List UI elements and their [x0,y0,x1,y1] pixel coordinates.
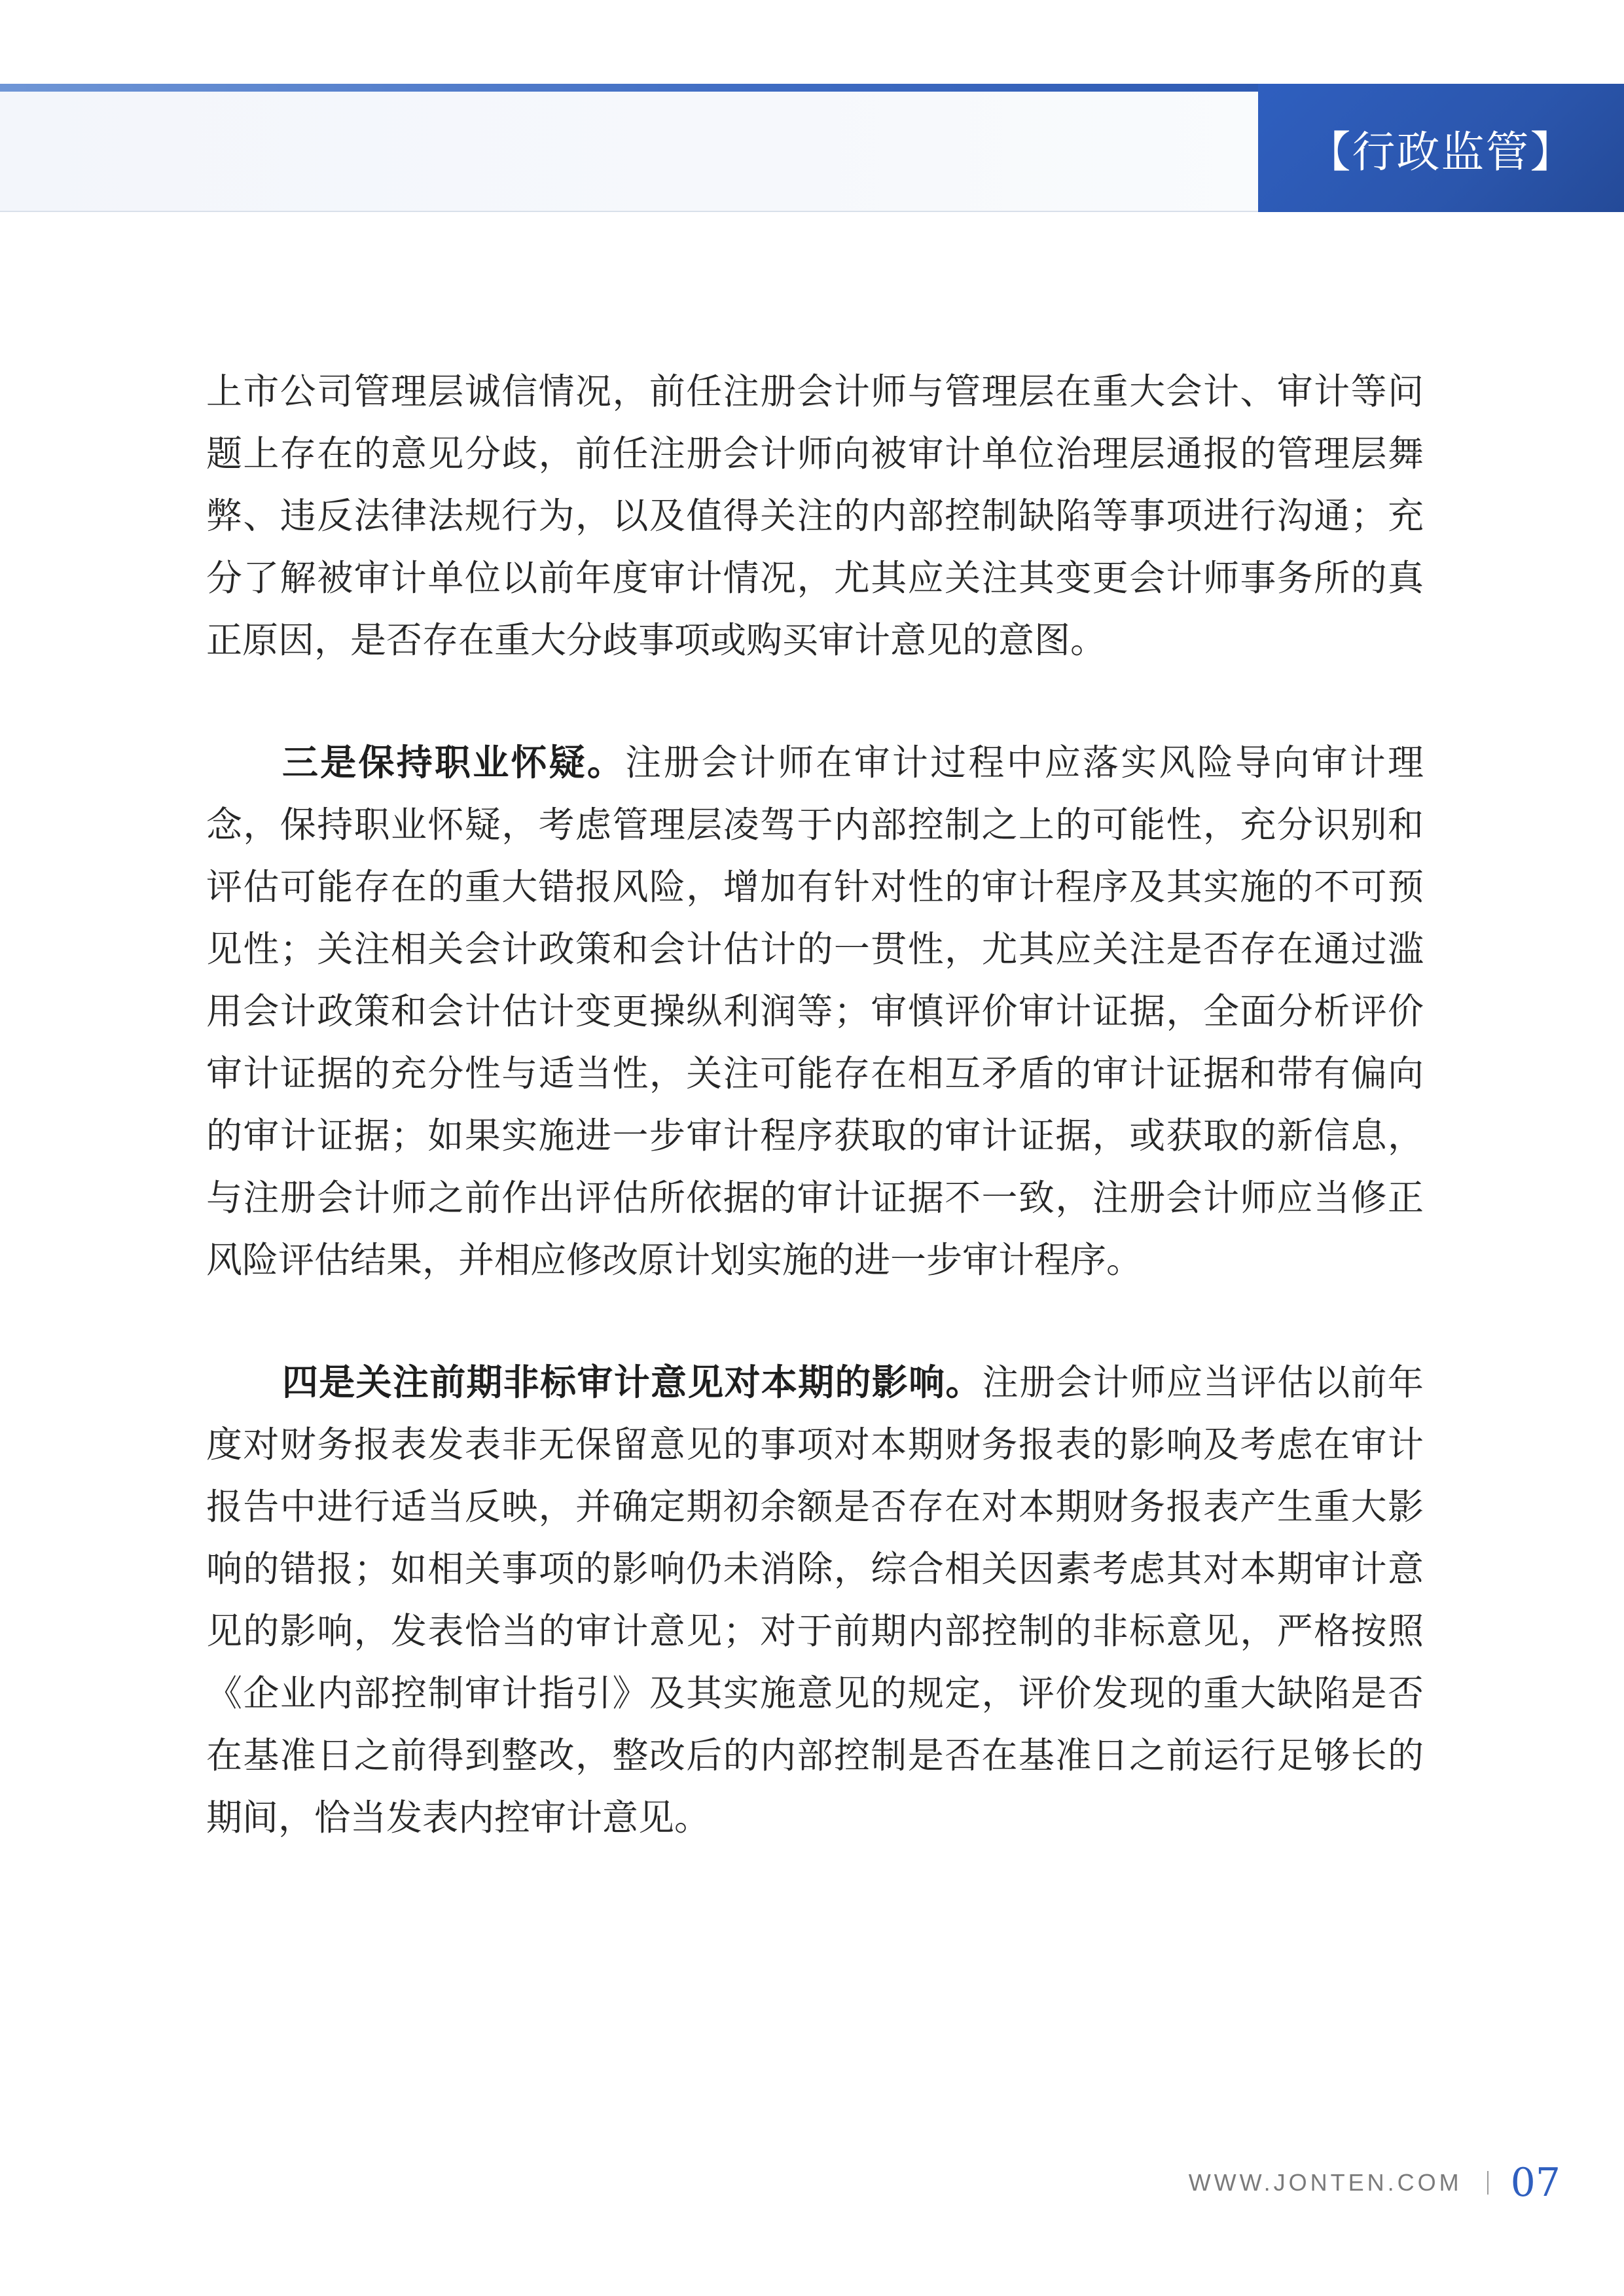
paragraph-gap [206,672,1424,732]
article-body [206,361,1424,1849]
section-tag-label: 【行政监管】 [1307,126,1575,177]
paragraph-text: 注册会计师在审计过程中应落实风险导向审计理念，保持职业怀疑，考虑管理层凌驾于内部控制之上的可能性，充分识别和评估可能存在的重大错报风险，增加有针对性的审计程序及其实施的不可预见性；关注相关会计政策和会计估计的一贯性，尤其应关注是否存在通过滥用会计政策和会计估计变更操纵利润等；审慎评价审计证据，全面分析评价审计证据的充分性与适当性，关注可能存在相互矛盾的审计证据和带有偏向的审计证据；如果实施进一步审计程序获取的审计证据，或获取的新信息，与注册会计师之前作出评估所依据的审计证据不一致，注册会计师应当修正风险评估结果，并相应修改原计划实施的进一步审计程序。 [206,742,1424,1281]
website-link[interactable]: WWW.JONTEN.COM [1188,2169,1462,2196]
paragraph-lead-heading: 四是关注前期非标审计意见对本期的影响。 [282,1361,983,1403]
header-accent-line [0,84,1258,92]
page-number: 07 [1510,2160,1561,2206]
section-tag [1258,84,1624,212]
paragraph-continued: 上市公司管理层诚信情况，前任注册会计师与管理层在重大会计、审计等问题上存在的意见分歧，前任注册会计师向被审计单位治理层通报的管理层舞弊、违反法律法规行为，以及值得关注的内部控制缺陷等事项进行沟通；充分了解被审计单位以前年度审计情况，尤其应关注其变更会计师事务所的真正原因，是否存在重大分歧事项或购买审计意见的意图。 [206,370,1424,661]
paragraph-professional-skepticism [206,732,1424,1291]
header-band [0,92,1258,212]
paragraph-lead-heading: 三是保持职业怀疑。 [282,742,626,783]
paragraph-prior-opinion-impact [206,1352,1424,1849]
page-footer [1189,2160,1561,2206]
paragraph-gap [206,1291,1424,1352]
footer-divider [1487,2171,1489,2195]
paragraph-text: 注册会计师应当评估以前年度对财务报表发表非无保留意见的事项对本期财务报表的影响及考虑在审计报告中进行适当反映，并确定期初余额是否存在对本期财务报表产生重大影响的错报；如相关事项的影响仍未消除，综合相关因素考虑其对本期审计意见的影响，发表恰当的审计意见；对于前期内部控制的非标意见，严格按照《企业内部控制审计指引》及其实施意见的规定，评价发现的重大缺陷是否在基准日之前得到整改，整改后的内部控制是否在基准日之前运行足够长的期间，恰当发表内控审计意见。 [206,1361,1424,1839]
